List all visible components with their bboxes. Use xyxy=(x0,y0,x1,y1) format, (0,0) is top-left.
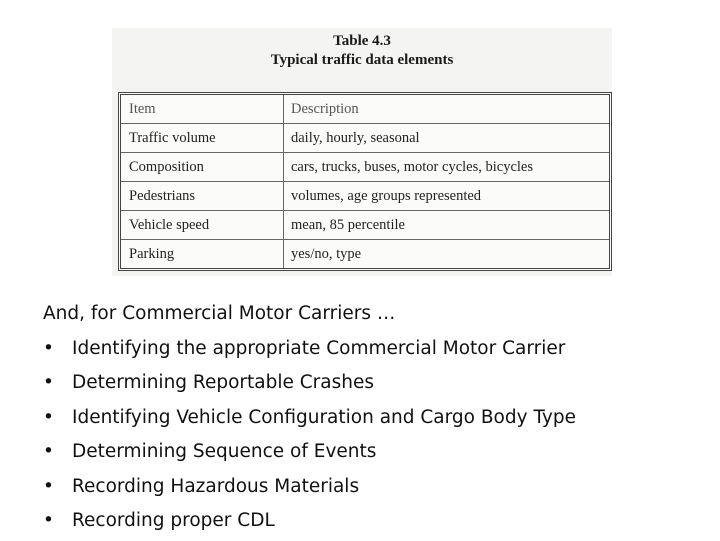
commercial-carriers-text xyxy=(43,299,703,541)
table-cell-description: mean, 85 percentile xyxy=(291,217,405,233)
list-item xyxy=(43,368,703,403)
bullet-dot-icon: • xyxy=(43,475,54,497)
table-cell-description: yes/no, type xyxy=(291,246,362,262)
table-cell-item: Pedestrians xyxy=(121,182,284,210)
column-header-item: Item xyxy=(121,95,284,123)
bullet-text: Recording Hazardous Materials xyxy=(72,475,360,497)
table-row xyxy=(121,210,609,239)
intro-line: And, for Commercial Motor Carriers … xyxy=(43,303,396,324)
table-subtitle: Typical traffic data elements xyxy=(270,52,454,68)
list-item xyxy=(43,506,703,541)
table-cell-item: Vehicle speed xyxy=(121,211,284,239)
list-item xyxy=(43,334,703,369)
list-item xyxy=(43,403,703,438)
column-header-description: Description xyxy=(291,101,359,117)
bullet-text: Determining Sequence of Events xyxy=(72,441,377,462)
table-row xyxy=(121,181,609,210)
bullet-dot-icon: • xyxy=(43,337,54,359)
bullet-text: Determining Reportable Crashes xyxy=(72,372,374,393)
table-cell-item: Parking xyxy=(121,240,284,268)
table-cell-item: Composition xyxy=(121,153,284,181)
list-item xyxy=(43,437,703,472)
table-title: Table 4.3 xyxy=(333,33,391,49)
table-cell-description: volumes, age groups represented xyxy=(291,188,482,204)
table-header-row xyxy=(121,95,609,123)
table-cell-description: daily, hourly, seasonal xyxy=(291,130,420,146)
bullet-text: Recording proper CDL xyxy=(72,510,275,531)
bullet-list xyxy=(43,334,703,541)
traffic-data-table xyxy=(118,92,612,271)
bullet-dot-icon: • xyxy=(43,510,54,531)
bullet-text: Identifying the appropriate Commercial Motor Carrier xyxy=(72,337,566,359)
bullet-text: Identifying Vehicle Configuration and Cargo Body Type xyxy=(72,406,576,428)
bullet-dot-icon: • xyxy=(43,406,54,428)
bullet-dot-icon: • xyxy=(43,372,54,393)
table-row xyxy=(121,123,609,152)
list-item xyxy=(43,472,703,507)
scanned-table-image xyxy=(112,28,612,276)
table-cell-item: Traffic volume xyxy=(121,124,284,152)
table-cell-description: cars, trucks, buses, motor cycles, bicycles xyxy=(291,159,533,175)
bullet-dot-icon: • xyxy=(43,441,54,462)
table-row xyxy=(121,239,609,268)
table-row xyxy=(121,152,609,181)
